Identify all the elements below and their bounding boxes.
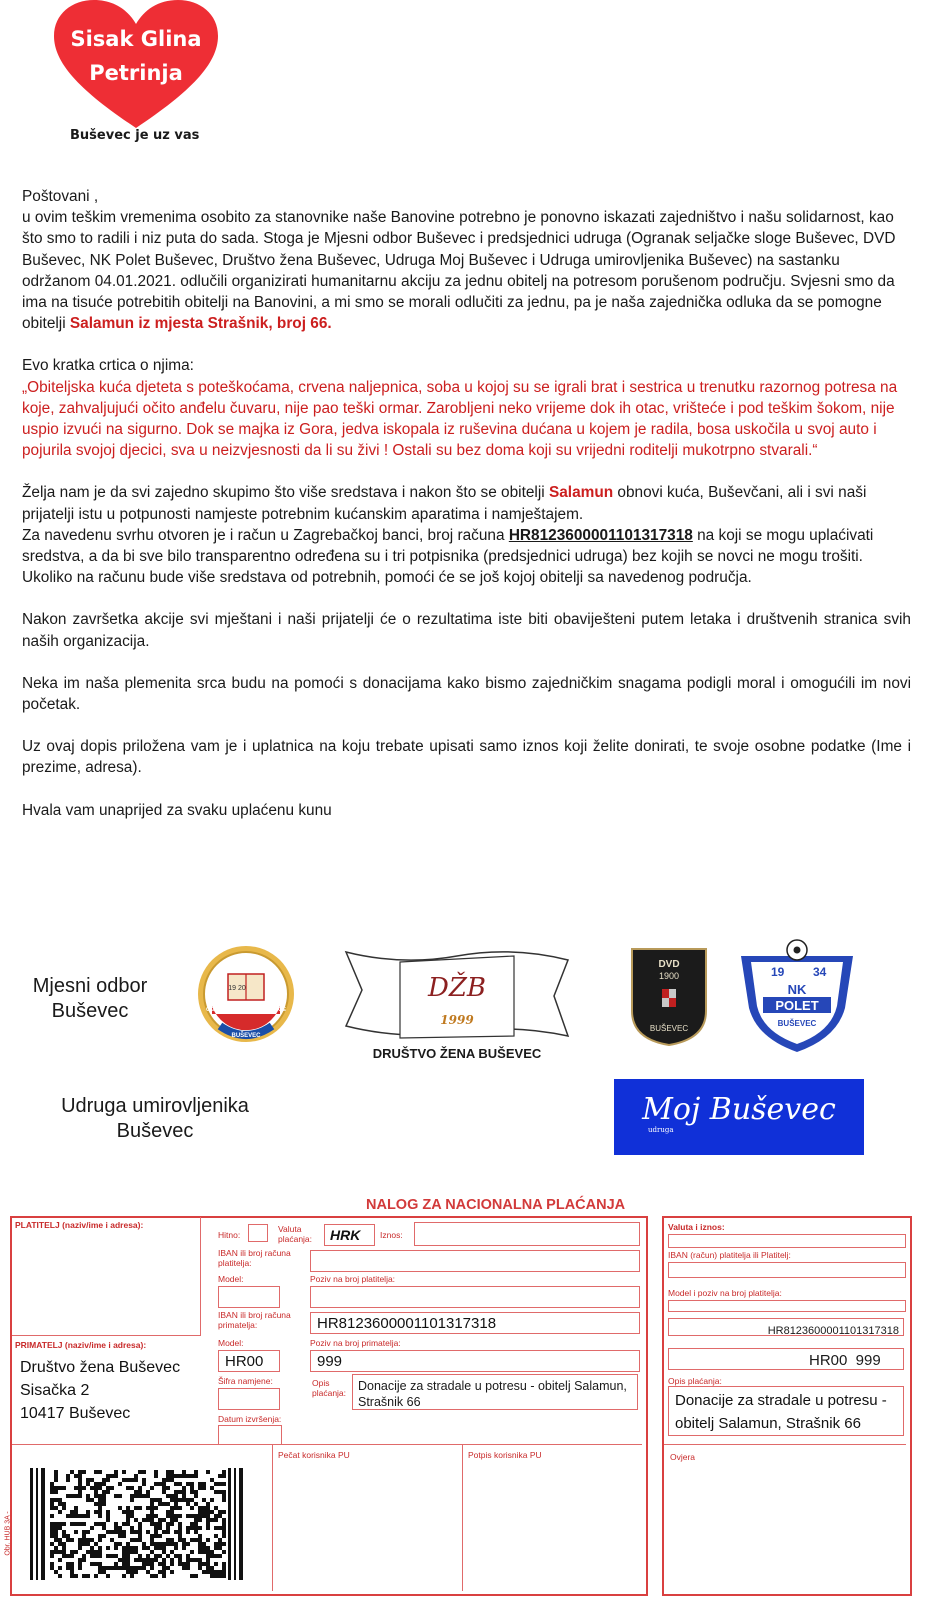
nk-line2: POLET [775, 998, 819, 1013]
heart-line-1: Sisak Glina [70, 27, 202, 51]
model-primatelja-label: Model: [218, 1338, 244, 1348]
primatelj-line3: 10417 Buševec [20, 1405, 131, 1422]
platitelj-label: PLATITELJ (naziv/ime i adresa): [15, 1220, 144, 1230]
opis-field[interactable]: Donacije za stradale u potresu - obitelj Salamun, Strašnik 66 [352, 1374, 638, 1410]
family-address: Salamun iz mjesta Strašnik, broj 66. [69, 315, 332, 333]
slip-title: NALOG ZA NACIONALNA PLAĆANJA [366, 1197, 626, 1213]
receipt-model-platitelja-label: Model i poziv na broj platitelja: [668, 1288, 782, 1298]
tagline: Buševec je uz vas [70, 128, 200, 143]
receipt-model-platitelja-field[interactable] [668, 1300, 906, 1312]
poziv-primatelja-label: Poziv na broj primatelja: [310, 1338, 401, 1348]
org-uu-line1: Udruga umirovljenika [61, 1095, 249, 1117]
barcode-icon [28, 1466, 246, 1582]
primatelj-line2: Sisačka 2 [20, 1382, 90, 1399]
model-platitelja-field[interactable] [218, 1286, 280, 1308]
nk-year-left: 19 [771, 965, 785, 979]
iban-primatelja-field[interactable]: HR8123600001101317318 [310, 1312, 640, 1334]
receipt-ovjera-label: Ovjera [670, 1452, 696, 1462]
slip-divider [12, 1444, 642, 1445]
receipt-iban-platitelja-label: IBAN (račun) platitelja ili Platitelj: [668, 1250, 791, 1260]
ogranak-ring-text: OGRANAK SELJAČKE SLOGE [205, 1007, 287, 1013]
paragraph-hearts: Neka im naša plemenita srca budu na pomoći s donacijama kako bismo zajedničkim snagama podigli moral i omogućili im novi početak. [22, 674, 911, 714]
datum-field[interactable] [218, 1425, 282, 1445]
story-quote: „Obiteljska kuća djeteta s poteškoćama, crvena naljepnica, soba u kojoj su se igrali brat i sestrica u trenutku razornog potresa na koje, zahvaljujući očito anđelu čuvaru, nije pao teški ormar. Zarobljeni neko vrijeme dok ih otac, vrišteće i pod teškim šokom, nije uspio izvući na sigurno. Dok se majka iz Gora, jedva iskopala iz ruševina dućana u kojem je radila, bosa uskočila u svoj auto i pojurila svojoj djecici, sva u neizvjesnosti da li su živi ! Ostali su bez doma koji su vrijedni roditelji mukotrpno stvarali.“ [22, 378, 898, 460]
paragraph-results: Nakon završetka akcije svi mještani i naši prijatelji će o rezultatima iste biti obaviješteni putem letaka i društvenih stranica svih naših organizacija. [22, 611, 911, 650]
wish-text-a: Želja nam je da svi zajedno skupimo što više sredstava i nakon što se obitelji [22, 484, 545, 502]
model-platitelja-label: Model: [218, 1274, 244, 1284]
account-text-b: na koji se mogu uplaćivati sredstva, a da bi sve bilo transparentno određena su i tri potpisnika (predsjednici udruga) bez kojih se novci ne mogu trošiti. Ukoliko na računu bude više sredstava od potrebnih, pomoći će se još kojoj obitelji sa navedenog područja. [22, 526, 874, 587]
potpis-label: Potpis korisnika PU [468, 1450, 542, 1460]
moj-busevec-sub: udruga [648, 1126, 674, 1134]
receipt-valuta-field[interactable] [668, 1234, 906, 1248]
paragraph-slip: Uz ovaj dopis priložena vam je i uplatnica na koju trebate upisati samo iznos koji želite donirati, te svoje osobne podatke (Ime i prezime, adresa). [22, 738, 911, 777]
form-side-note: Obr. HUB 3A - [4, 1511, 12, 1556]
receipt-opis-label: Opis plaćanja: [668, 1376, 722, 1386]
iban-primatelja-label: IBAN ili broj računa primatelja: [218, 1310, 291, 1330]
valuta-field[interactable]: HRK [324, 1224, 375, 1246]
intro-text: u ovim teškim vremenima osobito za stanovnike naše Banovine potrebno je ponovno iskazati zajedništvo i našu solidarnost, kao što smo to radili i niz puta do sada. Stoga je Mjesni odbor Buševec i predsjednici udruga (Ogranak seljačke sloge Buševec, DVD Buševec, NK Polet Buševec, Društvo žena Buševec, Udruga Moj Buševec i Udruga umirovljenika Buševec) na sastanku održanom 04.01.2021. odlučili organizirati humanitarnu akciju za jednu obitelj na potresom porušenom području. Svjesni smo da ima na tisuće potrebitih obitelji na Banovini, a mi smo se morali odlučiti za jednu, pa je naša zajednička odluka da se pomogne obitelji [22, 209, 896, 333]
dzb-year: 1999 [440, 1013, 474, 1027]
iznos-field[interactable] [414, 1222, 640, 1246]
paragraph-wish [22, 482, 911, 524]
receipt-divider [664, 1444, 906, 1445]
paragraph-intro [22, 207, 911, 334]
receipt-model-primatelja-field[interactable]: HR00 999 [668, 1348, 904, 1370]
poziv-primatelja-field[interactable]: 999 [310, 1350, 640, 1372]
org-udruga-umirovljenika [40, 1094, 270, 1144]
dzb-logo [342, 940, 572, 1050]
iznos-label: Iznos: [380, 1230, 403, 1240]
org-mjesni-odbor [18, 974, 162, 1024]
poziv-platitelja-field[interactable] [310, 1286, 640, 1308]
story-intro: Evo kratka crtica o njima: [22, 357, 194, 375]
potpis-divider [462, 1445, 463, 1591]
sifra-field[interactable] [218, 1388, 280, 1410]
datum-label: Datum izvršenja: [218, 1414, 282, 1424]
family-name: Salamun [548, 484, 614, 502]
account-text-a: Za navedenu svrhu otvoren je i račun u Zagrebačkoj banci, broj računa [22, 526, 505, 544]
ogranak-logo [196, 944, 296, 1044]
closing: Hvala vam unaprijed za svaku uplaćenu kunu [22, 801, 332, 819]
dvd-bottom-text: BUŠEVEC [649, 1024, 689, 1033]
receipt-iban-platitelja-field[interactable] [668, 1262, 906, 1278]
org-mjesni-odbor-line1: Mjesni odbor [32, 975, 148, 997]
primatelj-label: PRIMATELJ (naziv/ime i adresa): [15, 1340, 147, 1350]
model-primatelja-field[interactable]: HR00 [218, 1350, 280, 1372]
valuta-label: Valuta plaćanja: [278, 1224, 313, 1244]
receipt-opis-field[interactable]: Donacije za stradale u potresu - obitelj Salamun, Strašnik 66 [668, 1386, 904, 1436]
heart-line-2: Petrinja [89, 61, 183, 85]
org-mjesni-odbor-line2: Buševec [51, 1000, 129, 1022]
org-uu-line2: Buševec [116, 1120, 194, 1142]
dvd-year: 1900 [658, 971, 680, 981]
moj-busevec-text: Moj Buševec [642, 1092, 836, 1127]
dvd-top-text: DVD [658, 959, 680, 970]
opis-label: Opis plaćanja: [312, 1378, 347, 1398]
primatelj-line1: Društvo žena Buševec [20, 1359, 181, 1376]
pecat-divider [272, 1445, 273, 1591]
sifra-label: Šifra namjene: [218, 1376, 273, 1386]
receipt-iban-primatelja-field[interactable]: HR8123600001101317318 [668, 1318, 904, 1336]
nk-line3: BUŠEVEC [777, 1019, 817, 1028]
platitelj-area[interactable] [12, 1217, 201, 1336]
dzb-caption: DRUŠTVO ŽENA BUŠEVEC [372, 1046, 542, 1061]
ogranak-years: 19 20 [228, 985, 246, 992]
salutation: Poštovani , [22, 188, 99, 205]
nk-year-right: 34 [813, 965, 827, 979]
hitno-checkbox[interactable] [248, 1224, 268, 1242]
nk-line1: NK [787, 982, 807, 997]
iban-platitelja-label: IBAN ili broj računa platitelja: [218, 1248, 291, 1268]
dvd-logo [628, 945, 710, 1047]
ogranak-bottom-text: BUŠEVEC [231, 1033, 261, 1039]
primatelj-address[interactable] [20, 1356, 180, 1425]
wish-text-b: obnovi kuća, Buševčani, ali i svi naši prijatelji istu u potpunosti namjeste potrebnim kućanskim aparatima i namještajem. [22, 484, 867, 523]
nk-polet-logo [737, 938, 857, 1054]
letter-body [22, 186, 911, 821]
hitno-label: Hitno: [218, 1230, 241, 1240]
receipt-valuta-label: Valuta i iznos: [668, 1222, 725, 1232]
iban-platitelja-field[interactable] [310, 1250, 640, 1272]
dzb-mark: DŽB [427, 973, 487, 1003]
pecat-label: Pečat korisnika PU [278, 1450, 350, 1460]
poziv-platitelja-label: Poziv na broj platitelja: [310, 1274, 396, 1284]
paragraph-account [22, 525, 911, 589]
account-iban: HR8123600001101317318 [508, 526, 693, 544]
heart-logo-text [52, 22, 220, 90]
